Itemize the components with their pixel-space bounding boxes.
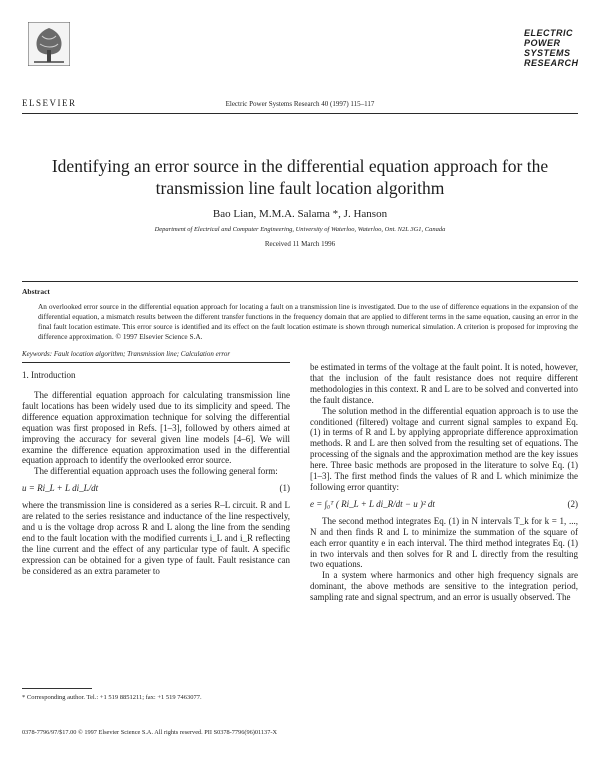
abstract-heading: Abstract <box>22 287 50 296</box>
journal-logo-line-4: RESEARCH <box>524 58 579 68</box>
journal-logo-line-2: POWER <box>524 38 561 48</box>
journal-logo <box>524 28 584 68</box>
abstract-bottom-rule <box>22 362 290 363</box>
equation-2 <box>310 499 578 510</box>
abstract-top-rule <box>22 281 578 282</box>
keywords: Keywords: Fault location algorithm; Transmission line; Calculation error <box>22 350 231 358</box>
journal-logo-line-1: ELECTRIC <box>524 28 573 38</box>
publisher-name: ELSEVIER <box>22 98 77 108</box>
right-paragraph-2: The solution method in the differential equation approach is to use the conditioned (filtered) voltage and current signal samples to expand Eq. (1) in terms of R and L by applying appropriate difference approximation methods. R and L are then solved from the resulting set of equations. The processing of the signals and the approximation method are the key issues here. Three basic methods are proposed in the literature to solve Eq. (1) [1–3]. The first method finds the values of R and L which minimize the following error quantity: <box>310 405 578 492</box>
right-paragraph-4: In a system where harmonics and other high frequency signals are dominant, the above methods are sensitive to the integration period, sampling rate and signal spectrum, and an error is usually observed. The <box>310 570 578 603</box>
article-authors: Bao Lian, M.M.A. Salama *, J. Hanson <box>212 208 388 220</box>
equation-2-number: (2) <box>567 498 578 509</box>
left-column <box>22 390 290 577</box>
journal-logo-line-3: SYSTEMS <box>524 48 571 58</box>
author-affiliation: Department of Electrical and Computer Engineering, University of Waterloo, Waterloo, Ont. N2L 3G1, Canada <box>154 226 446 233</box>
right-paragraph-3: The second method integrates Eq. (1) in N intervals T_k for k = 1, ..., N and then finds R and L to minimize the summation of the square of each error quantity e in each interval. The third method integrates Eq. (1) in two intervals and then solves for R and L directly from the resulting two equations. <box>310 515 578 570</box>
article-title: Identifying an error source in the differential equation approach for the transmission line fault location algorithm <box>51 156 549 198</box>
abstract-text: An overlooked error source in the differential equation approach for locating a fault on a transmission line is investigated. Due to the use of difference equations in the expansion of the differential equation, a mismatch results between the different transfer functions in the frequency domain that are applied to different terms in the same equation, causing an error in the final fault location estimate. This error source is identified and its effect on the fault location estimate is shown through numerical simulation. A criterion is proposed for improving the difference approximation. © 1997 Elsevier Science S.A. <box>38 302 578 341</box>
section-heading-introduction: 1. Introduction <box>22 370 76 380</box>
equation-2-body: e = ∫₀ᵀ ( Ri_L + L di_R/dt − u )² dt <box>310 498 435 509</box>
right-paragraph-1: be estimated in terms of the voltage at the fault point. It is noted, however, that the inclusion of the fault resistance does not require different methodologies in this context. R and L are to be solved and converted into the fault distance. <box>310 362 578 405</box>
intro-paragraph-1: The differential equation approach for calculating transmission line fault locations has been widely used due to its simplicity and speed. The difference equation approximation technique for solving the differential equation was first proposed in Refs. [1–3], followed by others aimed at improving the accuracy for several given line models [4–6]. We will examine the difference equation approximation used in the differential equation approach to identify the overlooked error source. <box>22 390 290 466</box>
equation-1 <box>22 483 290 494</box>
corresponding-author-footnote: * Corresponding author. Tel.: +1 519 8851211; fax: +1 519 7463077. <box>22 694 202 701</box>
journal-reference: Electric Power Systems Research 40 (1997) 115–117 <box>225 100 375 108</box>
right-column <box>310 362 578 603</box>
elsevier-tree-logo <box>28 22 70 66</box>
copyright-line: 0378-7796/97/$17.00 © 1997 Elsevier Science S.A. All rights reserved. PII S0378-7796(96)01137-X <box>22 729 277 736</box>
equation-1-body: u = Ri_L + L di_L/dt <box>22 483 99 494</box>
intro-paragraph-2: The differential equation approach uses the following general form: <box>34 466 278 477</box>
footnote-rule <box>22 688 92 689</box>
received-date: Received 11 March 1996 <box>264 240 336 248</box>
equation-1-number: (1) <box>279 483 290 494</box>
header-rule <box>22 113 578 114</box>
intro-paragraph-3: where the transmission line is considered as a series R–L circuit. R and L are related to the series resistance and inductance of the line respectively, and u is the voltage drop across R and L along the line from the sending end to the fault location with the modified currents i_L and i_R reflecting the line current and the effect of any particular type of fault. A specific expression can be obtained for a given type of fault. Fault resistance can be considered as an extra parameter to <box>22 500 290 576</box>
